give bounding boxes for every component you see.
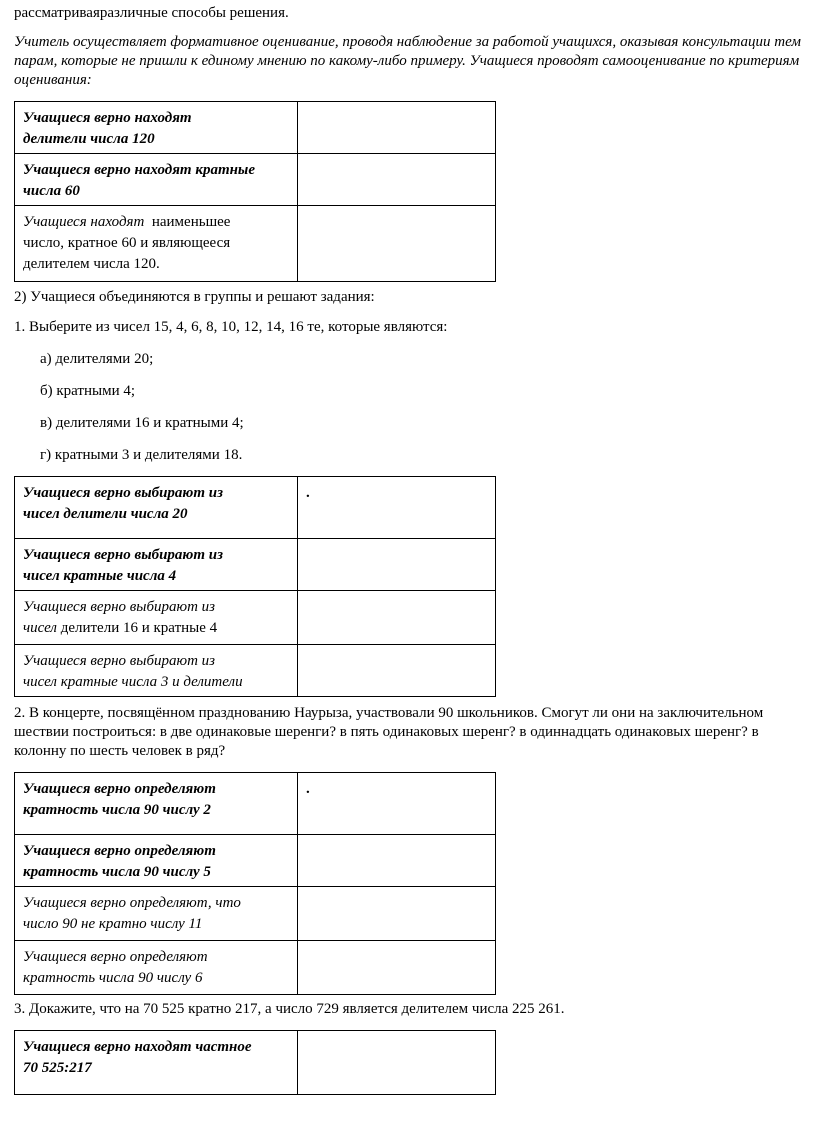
criteria-cell	[15, 477, 298, 539]
assessment-cell[interactable]	[298, 773, 496, 835]
table-row	[15, 835, 496, 887]
assessment-cell[interactable]	[298, 941, 496, 995]
criteria-cell	[15, 206, 298, 282]
cell-line: кратность числа 90 числу 2	[23, 802, 211, 818]
cell-line: Учащиеся находят	[23, 214, 145, 230]
cell-line: Учащиеся верно определяют	[23, 949, 208, 965]
cell-line: Учащиеся верно выбирают из	[23, 653, 215, 669]
assessment-cell[interactable]	[298, 835, 496, 887]
task-1-item-d: г) кратными 3 и делителями 18.	[40, 447, 243, 463]
task-2-text: 2. В концерте, посвящённом празднованию Наурыза, участвовали 90 школьников. Смогут ли они на заключительном шествии построиться: в две одинаковые шеренги? в пять одинаковых шеренг? в одиннадцать одинаковых шеренг? в колонну по шесть человек в ряд?	[14, 705, 764, 759]
cell-line: делители числа 120	[23, 131, 155, 147]
task-1-item-b: б) кратными 4;	[40, 383, 136, 399]
criteria-table-1	[14, 101, 496, 282]
cell-line: делители 16 и кратные 4	[56, 620, 218, 636]
cell-line: чисел кратные числа 4	[23, 568, 177, 584]
criteria-cell	[15, 887, 298, 941]
task-1-item-a: а) делителями 20;	[40, 351, 154, 367]
cell-line: Учащиеся верно выбирают из	[23, 485, 223, 501]
cell-line: делителем числа 120.	[23, 256, 160, 272]
criteria-cell	[15, 941, 298, 995]
cell-line: число 90 не кратно числу 11	[23, 916, 203, 932]
table-row	[15, 539, 496, 591]
criteria-cell	[15, 591, 298, 645]
assessment-cell[interactable]	[298, 591, 496, 645]
cell-line: чисел делители числа 20	[23, 506, 188, 522]
assessment-cell[interactable]	[298, 477, 496, 539]
table-row	[15, 1031, 496, 1095]
step-2-text: 2) Учащиеся объединяются в группы и решают задания:	[14, 289, 375, 305]
assessment-cell[interactable]	[298, 645, 496, 697]
mark-dot: .	[306, 781, 310, 797]
assessment-cell[interactable]	[298, 102, 496, 154]
criteria-cell	[15, 539, 298, 591]
cell-line: Учащиеся верно выбирают из	[23, 547, 223, 563]
teacher-note: Учитель осуществляет формативное оценивание, проводя наблюдение за работой учащихся, оказывая консультации тем парам, которые не пришли к единому мнению по какому-либо примеру. Учащиеся проводят самооценивание по критериям оценивания:	[14, 34, 801, 88]
criteria-cell	[15, 773, 298, 835]
cell-line: числа 60	[23, 183, 80, 199]
cell-line: кратность числа 90 числу 6	[23, 970, 203, 986]
table-row	[15, 477, 496, 539]
table-row	[15, 206, 496, 282]
table-row	[15, 102, 496, 154]
cell-line: Учащиеся верно определяют, что	[23, 895, 241, 911]
cell-line: кратность числа 90 числу 5	[23, 864, 211, 880]
criteria-table-2	[14, 476, 496, 697]
cell-line: Учащиеся верно находят частное	[23, 1039, 252, 1055]
cell-line: чисел	[23, 620, 57, 636]
criteria-cell	[15, 645, 298, 697]
cell-line: 70 525:217	[23, 1060, 92, 1076]
criteria-cell	[15, 1031, 298, 1095]
cell-line: Учащиеся верно выбирают из	[23, 599, 215, 615]
assessment-cell[interactable]	[298, 1031, 496, 1095]
criteria-table-4	[14, 1030, 496, 1095]
task-3-text: 3. Докажите, что на 70 525 кратно 217, а число 729 является делителем числа 225 261.	[14, 1001, 565, 1017]
assessment-cell[interactable]	[298, 887, 496, 941]
table-row	[15, 941, 496, 995]
table-row	[15, 773, 496, 835]
mark-dot: .	[306, 485, 310, 501]
criteria-cell	[15, 102, 298, 154]
task-1-title: 1. Выберите из чисел 15, 4, 6, 8, 10, 12, 14, 16 те, которые являются:	[14, 319, 448, 335]
criteria-cell	[15, 835, 298, 887]
cell-line: наименьшее	[144, 214, 231, 230]
task-1-item-c: в) делителями 16 и кратными 4;	[40, 415, 244, 431]
cell-line: Учащиеся верно находят	[23, 110, 192, 126]
cell-line: Учащиеся верно определяют	[23, 781, 216, 797]
cell-line: Учащиеся верно определяют	[23, 843, 216, 859]
cell-line: число, кратное 60 и являющееся	[23, 235, 231, 251]
criteria-table-3	[14, 772, 496, 995]
assessment-cell[interactable]	[298, 154, 496, 206]
cell-line: Учащиеся верно находят кратные	[23, 162, 256, 178]
cell-line: чисел кратные числа 3 и делители	[23, 674, 243, 690]
table-row	[15, 591, 496, 645]
table-row	[15, 154, 496, 206]
intro-line: рассматриваяразличные способы решения.	[14, 5, 289, 21]
assessment-cell[interactable]	[298, 539, 496, 591]
assessment-cell[interactable]	[298, 206, 496, 282]
table-row	[15, 887, 496, 941]
table-row	[15, 645, 496, 697]
criteria-cell	[15, 154, 298, 206]
